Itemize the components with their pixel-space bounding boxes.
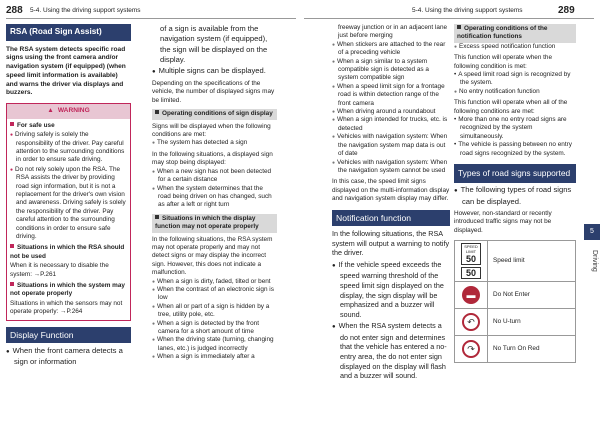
detection-bullet: ● When a sign similar to a system compatible sign is detected as a system compatible sign (332, 58, 450, 83)
header-rule-right (304, 18, 594, 19)
rsa-title: RSA (Road Sign Assist) (6, 24, 131, 41)
speed-limit-sign-top: SPEED LIMIT (464, 243, 478, 254)
stop-display-text: In the following situations, a displayed sign may stop being displayed: (152, 150, 273, 167)
excess-speed-item: • A speed limit road sign is recognized by the system. (454, 71, 576, 88)
sign-label: No U-turn (488, 309, 576, 336)
section-title-right: 5-4. Using the driving support systems (412, 7, 523, 14)
page-number-left: 288 (6, 5, 23, 16)
notification-text: In the following situations, the RSA system will output a warning to notify the driver. (332, 228, 450, 258)
no-u-turn-icon: ↶ (455, 309, 488, 336)
column-4 (454, 24, 576, 363)
road-signs-table (454, 240, 576, 363)
page-number-right: 289 (558, 5, 575, 16)
chapter-tab-label: Driving (591, 250, 598, 272)
table-row (455, 336, 576, 363)
no-entry-item: • The vehicle is passing between no entry road signs recognized by the system. (454, 141, 576, 158)
not-operate-bullet: ● When the driving state (turning, changing lanes, etc.) is judged incorrectly (152, 336, 277, 353)
rsa-not-used-heading: Situations in which the RSA should not be used (10, 244, 127, 261)
types-note: However, non-standard or recently introduced traffic signs may not be displayed. (454, 209, 552, 234)
detection-bullet: ● When driving around a roundabout (332, 108, 450, 116)
safe-use-bullet: ● Do not rely solely upon the RSA. The RSA assists the driver by providing road sign information, but it is not a replacement for the driver's own vision and awareness. Driving safely is solely the responsibility of the driver. Pay careful attention to the surrounding conditions in order to ensure safe driving. (10, 166, 127, 242)
column-2 (152, 24, 277, 362)
column-3 (332, 24, 450, 381)
junction-cont-text: freeway junction or in an adjacent lane just before merging (338, 24, 448, 40)
operating-conditions-text: Signs will be displayed when the following conditions are met: (152, 122, 271, 139)
speed-limit-sign-value: 50 (465, 268, 476, 279)
notification-function-heading: Notification function (332, 210, 450, 226)
in-this-case-text: In this case, the speed limit signs displayed on the multi-information display and navigation system display may differ. (332, 178, 450, 203)
not-operate-bullet: ● When all or part of a sign is hidden by a tree, utility pole, etc. (152, 303, 277, 320)
table-row (455, 241, 576, 282)
display-function-heading: Display Function (6, 327, 131, 343)
warning-box (6, 103, 131, 320)
operating-conditions-heading: Operating conditions of sign display (152, 109, 277, 119)
no-turn-on-red-icon: ↷ (455, 336, 488, 363)
table-row (455, 282, 576, 309)
column-1 (6, 24, 131, 368)
operating-bullet: ● The system has detected a sign (152, 139, 277, 147)
warning-label: WARNING (57, 107, 90, 115)
sign-label: Do Not Enter (488, 282, 576, 309)
speed-limit-sign-value: 50 (465, 253, 476, 264)
notification-bullet: ● When the RSA system detects a do not enter sign and determines that the vehicle has entered a no-entry area, the do not enter sign displayed on the display will flash and a buzzer will sound. (332, 321, 450, 381)
detection-bullet: ● When stickers are attached to the rear of a preceding vehicle (332, 41, 450, 58)
sign-label: Speed limit (488, 241, 576, 282)
table-row (455, 309, 576, 336)
section-title-left: 5-4. Using the driving support systems (30, 7, 141, 14)
detection-bullet: ● Vehicles with navigation system: When the navigation system cannot be used (332, 159, 450, 176)
rsa-intro: The RSA system detects specific road signs using the front camera and/or navigation system (if equipped) (when speed limit information is available) and warns the driver via displays and buzzers. (6, 45, 126, 97)
types-bullet: ● The following types of road signs can be displayed. (454, 185, 576, 207)
types-of-signs-heading: Types of road signs supported (454, 164, 576, 183)
for-safe-use-heading: For safe use (10, 122, 127, 130)
stop-bullet: ● When a new sign has not been detected for a certain distance (152, 168, 277, 185)
not-operate-text: Situations in which the sensors may not operate properly: →P.264 (10, 299, 123, 316)
no-entry-item: • More than one no entry road signs are recognized by the system simultaneously. (454, 116, 576, 141)
excess-speed-subheading: ● Excess speed notification function (454, 43, 576, 51)
no-entry-subheading: ● No entry notification function (454, 88, 576, 96)
warning-header (7, 104, 130, 118)
speed-limit-sign (461, 243, 481, 265)
not-operate-properly-text: In the following situations, the RSA system may not operate properly and may not detect signs or may display the incorrect sign. However, this does not indicate a malfunction. (152, 235, 273, 277)
notification-bullet: ● If the vehicle speed exceeds the speed warning threshold of the speed limit sign displayed on the display, the sign display will be emphasized and a buzzer will sound. (332, 260, 450, 320)
safe-use-bullet: ● Driving safely is solely the responsibility of the driver. Pay careful attention to the surrounding conditions in order to ensure safe driving. (10, 131, 127, 165)
not-operate-bullet: ● When a sign is immediately after a (152, 353, 277, 361)
not-operate-bullet: ● When a sign is detected by the front camera for a short amount of time (152, 320, 277, 337)
no-entry-text: This function will operate when all of the following conditions are met: (454, 99, 568, 115)
stop-bullet: ● When the system determines that the road being driven on has changed, such as after a left or right turn (152, 185, 277, 210)
header-rule-left (6, 18, 296, 19)
not-operate-properly-heading: Situations in which the display function may not operate properly (152, 214, 277, 233)
warning-triangle-icon: ▲ (47, 107, 54, 115)
not-operate-heading: Situations in which the system may not operate properly (10, 282, 127, 299)
not-operate-bullet: ● When a sign is dirty, faded, tilted or bent (152, 278, 277, 286)
do-not-enter-icon: ▬ (455, 282, 488, 309)
rsa-not-used-text: When it is necessary to disable the system: →P.261 (10, 262, 109, 278)
display-function-bullet: ● When the front camera detects a sign or information (6, 346, 131, 368)
speed-limit-icon (455, 241, 488, 282)
chapter-tab: 5 (584, 224, 600, 240)
detection-bullet: ● Vehicles with navigation system: When the navigation system map data is out of date (332, 133, 450, 158)
not-operate-bullet: ● When the contrast of an electronic sign is low (152, 286, 277, 303)
notification-conditions-heading: Operating conditions of the notification functions (454, 24, 576, 43)
depending-text: Depending on the specifications of the vehicle, the number of displayed signs may be limited. (152, 80, 275, 104)
display-cont-text: of a sign is available from the navigation system (if equipped), the sign will be displayed on the display. (160, 24, 268, 65)
detection-bullet: ● When a sign intended for trucks, etc. is detected (332, 116, 450, 133)
detection-bullet: ● When a speed limit sign for a frontage road is within detection range of the front camera (332, 83, 450, 108)
excess-speed-text: This function will operate when the following condition is met: (454, 54, 553, 70)
multiple-signs-bullet: ● Multiple signs can be displayed. (152, 66, 277, 77)
speed-limit-sign (461, 267, 481, 279)
sign-label: No Turn On Red (488, 336, 576, 363)
